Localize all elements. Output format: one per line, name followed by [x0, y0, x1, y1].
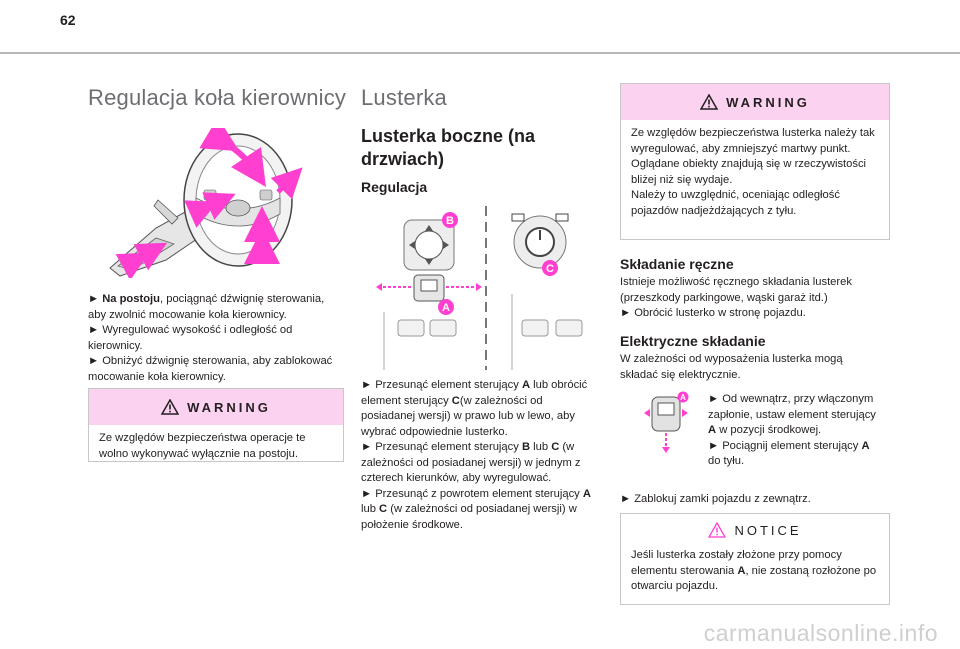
adjustment-steps: [361, 378, 597, 533]
step-item: ► Od wewnątrz, przy włączonym zapłonie, ustaw element sterujący A w pozycji środkowej.: [708, 393, 876, 436]
watermark-text: carmanualsonline.info: [703, 620, 938, 646]
lock-step: [620, 492, 882, 508]
warning-label: WARNING: [726, 94, 810, 110]
warning-box-steering: [88, 388, 344, 462]
step-item: ► Pociągnij element sterujący A do tyłu.: [708, 439, 870, 467]
step-item: ► Wyregulować wysokość i odległość od kierownicy.: [88, 324, 293, 352]
warning-header: [89, 389, 343, 425]
notice-triangle-icon: [708, 522, 726, 538]
adjustment-heading: Regulacja: [361, 179, 428, 195]
notice-box: [620, 513, 890, 605]
notice-text: Jeśli lusterka zostały złożone przy pomocy elementu sterowania A, nie zostaną rozłożone po otwarciu pojazdu.: [631, 549, 877, 592]
label-a: A: [442, 302, 450, 314]
warning-box-mirrors: [620, 83, 890, 240]
fold-icon-label-a: A: [680, 393, 686, 402]
warning-header: [621, 84, 889, 120]
warning-triangle-icon: [700, 94, 718, 110]
steering-wheel-illustration: [96, 128, 308, 278]
steering-steps: [88, 292, 340, 385]
warning-text: Ze względów bezpieczeństwa lusterka należy tak wyregulować, aby zmniejszyć martwy punkt. Oglądane obiekty znajdują się w rzeczywistości bliżej niż się wydaje. Należy to uwzględnić, oceniając odległość pojazdów nadjeżdżających z tyłu.: [631, 127, 875, 217]
step-item: ► Obniżyć dźwignię sterowania, aby zablokować mocowanie koła kierownicy.: [88, 355, 333, 383]
manual-folding-heading: Składanie ręczne: [620, 256, 734, 272]
step-item: ► Na postoju, pociągnąć dźwignię sterowania, aby zwolnić mocowanie koła kierownicy.: [88, 293, 325, 321]
mirror-fold-control-icon: [640, 391, 692, 455]
electric-folding-heading: Elektryczne składanie: [620, 333, 766, 349]
warning-text: Ze względów bezpieczeństwa operacje te wolno wykonywać wyłącznie na postoju.: [99, 432, 306, 460]
notice-label: NOTICE: [734, 522, 802, 538]
label-b: B: [446, 215, 454, 227]
step-item: ► Przesunąć element sterujący A lub obrócić element sterujący C(w zależności od posiadanej wersji) w prawo lub w lewo, aby wybrać odpowiednie lusterko.: [361, 379, 588, 438]
side-mirrors-subtitle: Lusterka boczne (na drzwiach): [361, 126, 536, 169]
header-rule: [0, 52, 960, 54]
manual-folding-text: Istnieje możliwość ręcznego składania lusterek (przeszkody parkingowe, wąski garaż itd.) ► Obrócić lusterko w stronę pojazdu.: [620, 275, 882, 322]
electric-folding-text: W zależności od wyposażenia lusterka mogą składać się elektrycznie.: [620, 353, 843, 381]
steering-title: Regulacja koła kierownicy: [88, 85, 347, 110]
step-item: ► Przesunąć element sterujący B lub C (w zależności od posiadanej wersji) w jednym z czterech kierunków, aby wyregulować.: [361, 441, 581, 484]
warning-label: WARNING: [187, 399, 271, 415]
step-item: ► Zablokuj zamki pojazdu z zewnątrz.: [620, 493, 811, 505]
page-number: 62: [60, 12, 76, 28]
label-c: C: [546, 263, 554, 275]
step-item: ► Przesunąć z powrotem element sterujący A lub C (w zależności od posiadanej wersji) w położenie środkowe.: [361, 487, 591, 531]
mirror-controls-illustration: [374, 204, 596, 372]
warning-triangle-icon: [161, 399, 179, 415]
notice-header: [621, 514, 889, 546]
electric-folding-steps: [708, 392, 882, 470]
step-item: ► Obrócić lusterko w stronę pojazdu.: [620, 307, 806, 319]
mirrors-title: Lusterka: [361, 85, 447, 110]
watermark-bar: [0, 618, 960, 649]
